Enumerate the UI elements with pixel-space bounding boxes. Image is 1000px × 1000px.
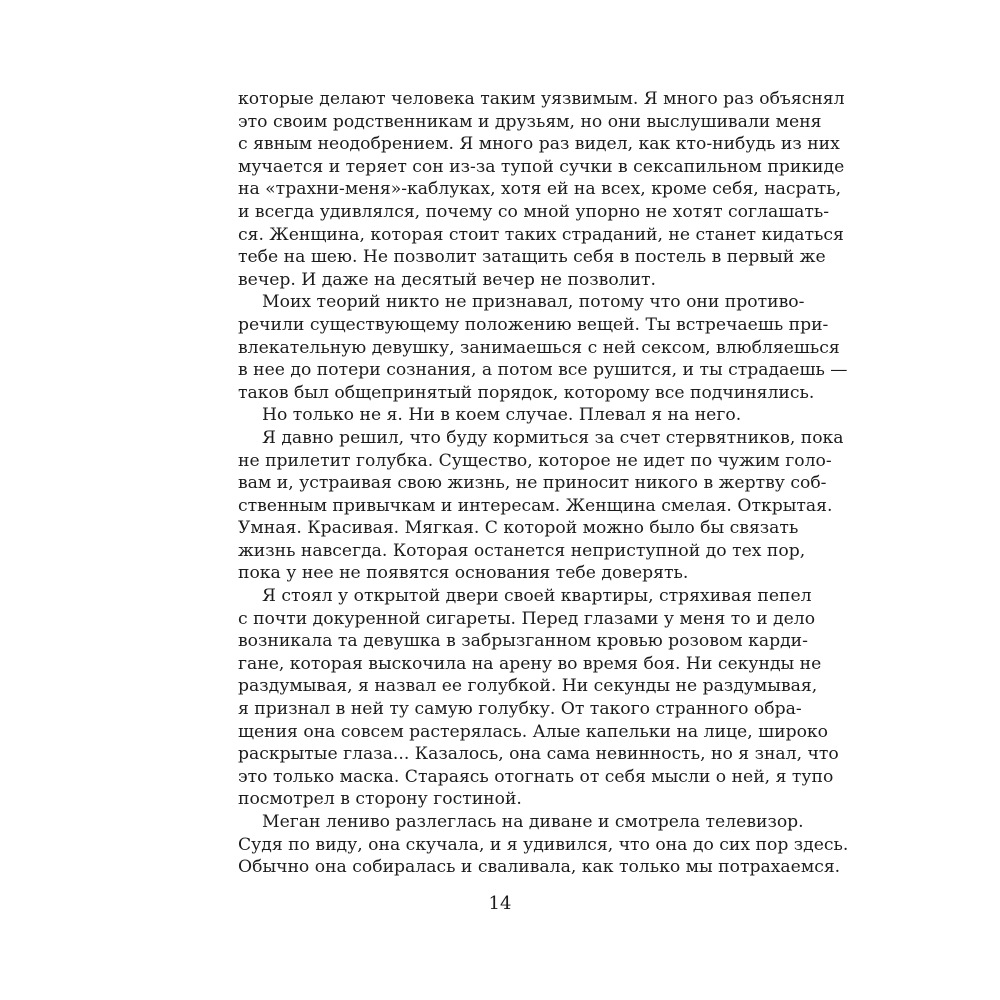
text-line: Моих теорий никто не признавал, потому что они противо- [262,292,805,313]
text-line: пока у нее не появятся основания тебе доверять. [238,563,689,584]
text-line: я признал в ней ту самую голубку. От такого странного обра- [238,699,802,720]
text-line: которые делают человека таким уязвимым. Я много раз объяснял [238,89,845,109]
text-line: возникала та девушка в забрызганном кровью розовом карди- [238,631,808,652]
text-line: в нее до потери сознания, а потом все рушится, и ты страдаешь — [238,360,848,381]
text-line: таков был общепринятый порядок, которому все подчинялись. [238,382,815,403]
text-line: Обычно она собиралась и сваливала, как только мы потрахаемся. [238,857,841,878]
text-line: вечер. И даже на десятый вечер не позволит. [238,269,657,290]
text-line: речили существующему положению вещей. Ты встречаешь при- [238,314,829,335]
text-line: мучается и теряет сон из-за тупой сучки в сексапильном прикиде [238,156,845,177]
text-line: жизнь навсегда. Которая останется неприступной до тех пор, [238,540,806,561]
text-line: это своим родственникам и друзьям, но они выслушивали меня [238,111,822,132]
text-line: Я давно решил, что буду кормиться за счет стервятников, пока [262,427,844,448]
text-line: с почти докуренной сигареты. Перед глазами у меня то и дело [238,608,816,629]
text-line: Но только не я. Ни в коем случае. Плевал я на него. [262,405,742,426]
text-line: ся. Женщина, которая стоит таких страданий, не станет кидаться [238,224,844,245]
text-line: с явным неодобрением. Я много раз видел, как кто-нибудь из них [238,134,840,155]
text-line: Я стоял у открытой двери своей квартиры, стряхивая пепел [262,586,812,607]
body-text [238,88,849,879]
text-line: вам и, устраивая свою жизнь, не приносит никого в жертву соб- [238,473,827,494]
text-line: это только маска. Стараясь отогнать от себя мысли о ней, я тупо [238,766,834,787]
text-line: раскрытые глаза... Казалось, она сама невинность, но я знал, что [238,744,839,765]
text-line: на «трахни-меня»-каблуках, хотя ей на всех, кроме себя, насрать, [238,179,842,200]
text-line: Судя по виду, она скучала, и я удивился, что она до сих пор здесь. [238,834,849,855]
text-line: влекательную девушку, занимаешься с ней сексом, влюбляешься [238,337,840,358]
text-line: посмотрел в сторону гостиной. [238,789,522,810]
text-line: Меган лениво разлеглась на диване и смотрела телевизор. [262,812,804,832]
text-line: щения она совсем растерялась. Алые капельки на лице, широко [238,721,829,742]
text-line: тебе на шею. Не позволит затащить себя в постель в первый же [238,247,826,268]
text-line: и всегда удивлялся, почему со мной упорно не хотят соглашать- [238,201,830,222]
text-line: Умная. Красивая. Мягкая. С которой можно было бы связать [238,518,799,539]
text-line: раздумывая, я назвал ее голубкой. Ни секунды не раздумывая, [238,676,818,697]
page-number: 14 [488,893,512,914]
text-line: гане, которая выскочила на арену во время боя. Ни секунды не [238,653,822,674]
text-line: ственным привычкам и интересам. Женщина смелая. Открытая. [238,495,833,516]
text-line: не прилетит голубка. Существо, которое не идет по чужим голо- [238,450,832,471]
